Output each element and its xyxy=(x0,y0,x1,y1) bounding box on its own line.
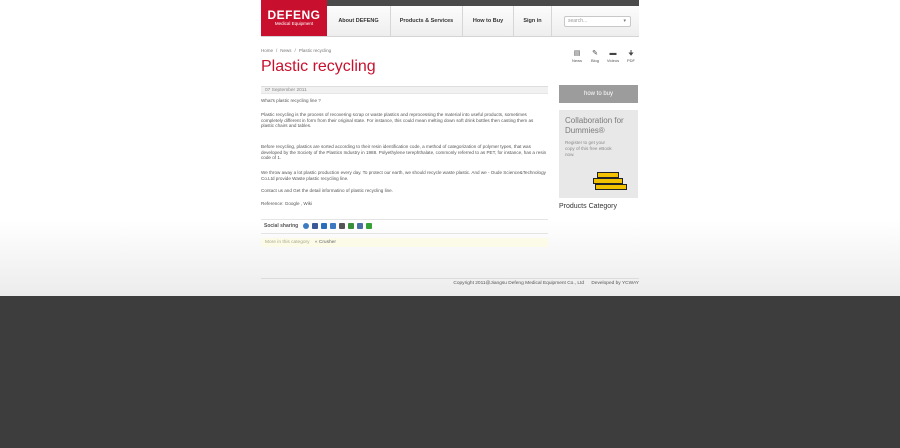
delicious-icon[interactable] xyxy=(321,223,327,229)
developer-credit[interactable]: Developed by YCWAY xyxy=(591,281,639,286)
article-paragraph: Before recycling, plastics are sorted according to their resin identification code, a method of categorization of polymer types, that was developed by the Society of the Plastics Industry in 1988. Polyethylene terephthalate, commonly referred to as PET, for instance, has a resin code of 1. xyxy=(261,144,547,161)
video-icon: ▬ xyxy=(609,50,617,57)
facebook-icon[interactable] xyxy=(312,223,318,229)
tool-videos[interactable] xyxy=(605,50,621,63)
search-input[interactable] xyxy=(564,16,631,27)
breadcrumb-news[interactable]: News xyxy=(280,48,292,53)
tool-pdf-label: PDF xyxy=(627,58,635,63)
more-in-category xyxy=(261,238,548,247)
breadcrumb xyxy=(261,48,334,53)
page-bottom-area xyxy=(0,296,900,448)
article-paragraph: We throw away a lot plastic production every day. To protect our earth, we should recycle waste plastic. And we - Oude Science&Technology Co.Ltd provide Waste plastic recycling line. xyxy=(261,170,546,181)
tool-news[interactable] xyxy=(569,50,585,63)
breadcrumb-home[interactable]: Home xyxy=(261,48,274,53)
tool-videos-label: Videos xyxy=(606,58,620,63)
tool-pdf[interactable] xyxy=(623,50,639,63)
logo-brand: DEFENG xyxy=(267,8,321,22)
more-in-category-link[interactable]: « Crusher xyxy=(314,240,336,245)
search-placeholder: search... xyxy=(568,18,588,24)
nav-how-to-buy[interactable]: How to Buy xyxy=(463,6,514,36)
edit-icon: ✎ xyxy=(592,50,598,57)
footer xyxy=(261,281,639,286)
how-to-buy-button[interactable]: how to buy xyxy=(559,85,638,103)
stumbleupon-icon[interactable] xyxy=(348,223,354,229)
article-date: 07 September 2011 xyxy=(261,86,548,94)
breadcrumb-current: Plastic recycling xyxy=(298,48,332,53)
social-sharing xyxy=(261,219,548,234)
nav-products-services[interactable]: Products & Services xyxy=(391,6,463,36)
tool-news-label: News xyxy=(571,58,582,63)
article-paragraph: Plastic recycling is the process of recovering scrap or waste plastics and reprocessing the material into useful products, sometimes completely different in form from their original state. For instance, this could mean melting down soft drink bottles then casting them as plastic chairs and tables. xyxy=(261,112,534,129)
email-icon[interactable] xyxy=(357,223,363,229)
breadcrumb-separator: / xyxy=(276,48,278,53)
ebook-promo-banner[interactable] xyxy=(559,110,638,198)
social-sharing-label: Social sharing xyxy=(264,223,299,229)
nav-about[interactable]: About DEFENG xyxy=(327,6,391,36)
document-icon: ▤ xyxy=(573,50,581,57)
books-icon xyxy=(593,172,629,192)
tool-blog[interactable] xyxy=(587,50,603,63)
footer-divider xyxy=(261,278,639,279)
article-paragraph: What's plastic recycling line ? xyxy=(261,98,321,103)
copyright-text: Copyright 2011@Jiangsu Defeng Medical Equipment Co., Ltd xyxy=(453,281,585,286)
page-title: Plastic recycling xyxy=(261,58,376,75)
promo-heading: Collaboration for Dummies® xyxy=(565,116,624,135)
article-paragraph: Contact us and Get the detail informatino of plastic recycling line. xyxy=(261,188,394,193)
content-tools xyxy=(569,50,639,66)
logo-tagline: Medical Equipment xyxy=(274,21,314,26)
digg-icon[interactable] xyxy=(330,223,336,229)
products-category-heading: Products Category xyxy=(559,203,617,210)
chevron-down-icon: ▾ xyxy=(623,18,626,24)
promo-text: Register to get your copy of this free eBook now. xyxy=(565,140,612,157)
print-icon[interactable] xyxy=(339,223,345,229)
tool-blog-label: Blog xyxy=(590,58,599,63)
article-paragraph: Reference: Google , Wiki xyxy=(261,201,313,206)
nav-sign-in[interactable]: Sign in xyxy=(514,6,552,36)
download-icon: 🠋 xyxy=(628,50,634,57)
breadcrumb-separator: / xyxy=(294,48,296,53)
more-in-category-label: More in this category xyxy=(265,240,310,245)
technorati-icon[interactable] xyxy=(366,223,372,229)
share-icon[interactable] xyxy=(303,223,309,229)
site-logo[interactable] xyxy=(261,0,327,36)
